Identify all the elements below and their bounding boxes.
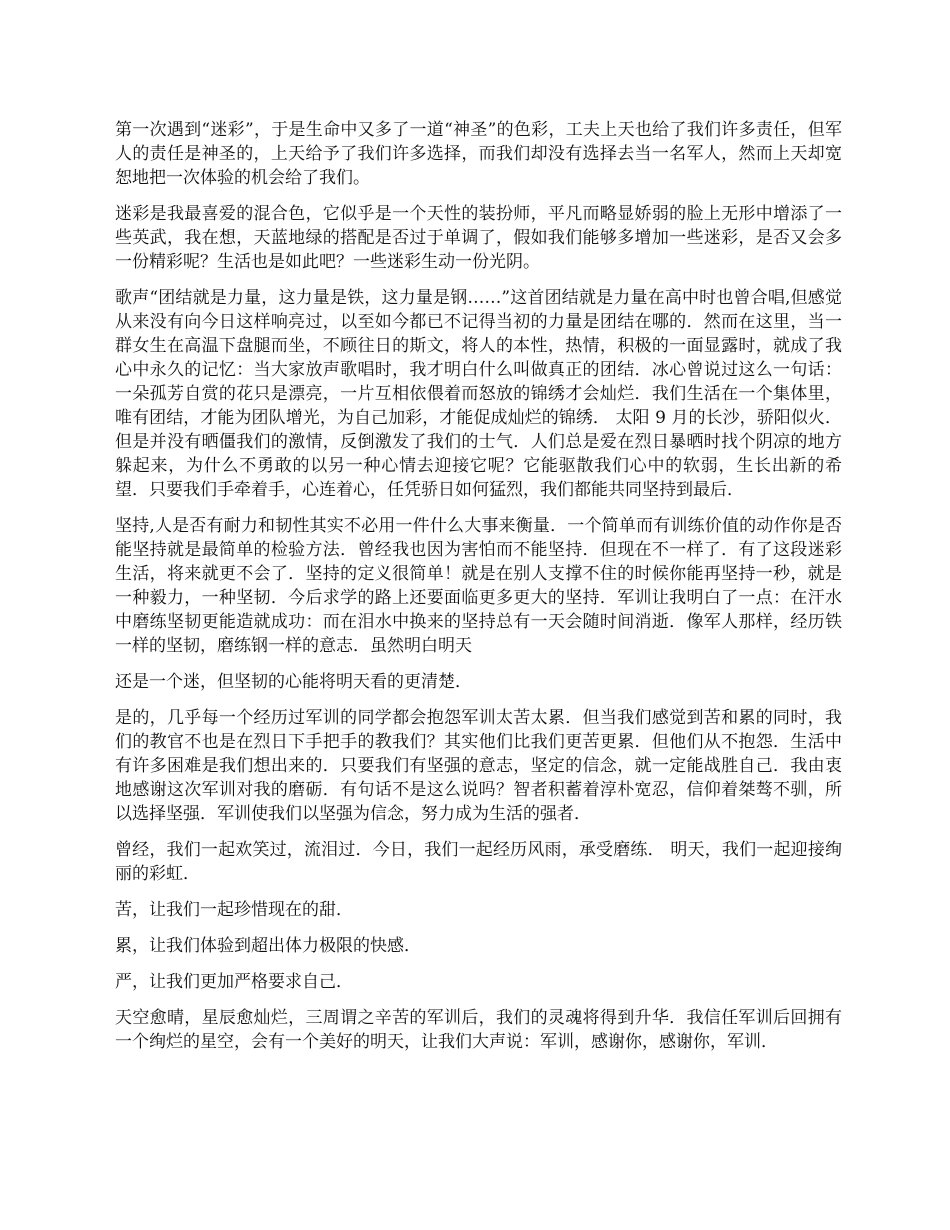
paragraph-2: 迷彩是我最喜爱的混合色，它似乎是一个天性的装扮师，平凡而略显娇弱的脸上无形中增添了一些英武，我在想，天蓝地绿的搭配是否过于单调了，假如我们能够多增加一些迷彩，是否又会多一份精彩呢？生活也是如此吧？一些迷彩生动一份光阴。 xyxy=(115,204,842,272)
paragraph-1: 第一次遇到“迷彩”，于是生命中又多了一道“神圣”的色彩，工夫上天也给了我们许多责任，但军人的责任是神圣的，上天给予了我们许多选择，而我们却没有选择去当一名军人，然而上天却宽恕地把一次体验的机会给了我们。 xyxy=(115,120,842,188)
paragraph-5: 还是一个迷，但坚韧的心能将明天看的更清楚． xyxy=(115,672,472,692)
paragraph-6: 是的，几乎每一个经历过军训的同学都会抱怨军训太苦太累．但当我们感觉到苦和累的同时，我们的教官不也是在烈日下手把手的教我们？其实他们比我们更苦更累．但他们从不抱怨．生活中有许多困难是我们想出来的．只要我们有坚强的意志，坚定的信念，就一定能战胜自己．我由衷地感谢这次军训对我的磨砺．有句话不是这么说吗？智者积蓄着淳朴宽忍，信仰着桀骜不驯，所以选择坚强．军训使我们以坚强为信念，努力成为生活的强者． xyxy=(115,708,842,824)
paragraph-11: 天空愈晴，星辰愈灿烂，三周谓之辛苦的军训后，我们的灵魂将得到升华．我信任军训后回拥有一个绚烂的星空，会有一个美好的明天，让我们大声说：军训，感谢你，感谢你，军训． xyxy=(115,1008,842,1052)
paragraph-3: 歌声“团结就是力量，这力量是铁，这力量是钢……”这首团结就是力量在高中时也曾合唱,但感觉从来没有向今日这样响亮过，以至如今都已不记得当初的力量是团结在哪的．然而在这里，当一群女生在高温下盘腿而坐，不顾往日的斯文，将人的本性，热情，积极的一面显露时，就成了我心中永久的记忆：当大家放声歌唱时，我才明白什么叫做真正的团结．冰心曾说过这么一句话：一朵孤芳自赏的花只是漂亮，一片互相依偎着而怒放的锦绣才会灿烂．我们生活在一个集体里，唯有团结，才能为团队增光，为自己加彩，才能促成灿烂的锦绣． 太阳 9 月的长沙，骄阳似火．但是并没有晒僵我们的激情，反倒激发了我们的士气．人们总是爱在烈日暴晒时找个阴凉的地方躲起来，为什么不勇敢的以另一种心情去迎接它呢？它能驱散我们心中的软弱，生长出新的希望．只要我们手牵着手，心连着心，任凭骄日如何猛烈，我们都能共同坚持到最后． xyxy=(115,288,842,500)
paragraph-10: 严，让我们更加严格要求自己． xyxy=(115,972,353,992)
document-body xyxy=(115,118,842,1066)
paragraph-7: 曾经，我们一起欢笑过，流泪过．今日，我们一起经历风雨，承受磨练． 明天，我们一起迎接绚丽的彩虹． xyxy=(115,840,842,884)
paragraph-4: 坚持,人是否有耐力和韧性其实不必用一件什么大事来衡量．一个简单而有训练价值的动作你是否能坚持就是最简单的检验方法．曾经我也因为害怕而不能坚持．但现在不一样了．有了这段迷彩生活，将来就更不会了．坚持的定义很简单！就是在别人支撑不住的时候你能再坚持一秒，就是一种毅力，一种坚韧．今后求学的路上还要面临更多更大的坚持．军训让我明白了一点：在汗水中磨练坚韧更能造就成功：而在泪水中换来的坚持总有一天会随时间消逝．像军人那样，经历铁一样的坚韧，磨练钢一样的意志．虽然明白明天 xyxy=(115,516,842,656)
paragraph-8: 苦，让我们一起珍惜现在的甜． xyxy=(115,900,353,920)
paragraph-9: 累，让我们体验到超出体力极限的快感． xyxy=(115,936,421,956)
